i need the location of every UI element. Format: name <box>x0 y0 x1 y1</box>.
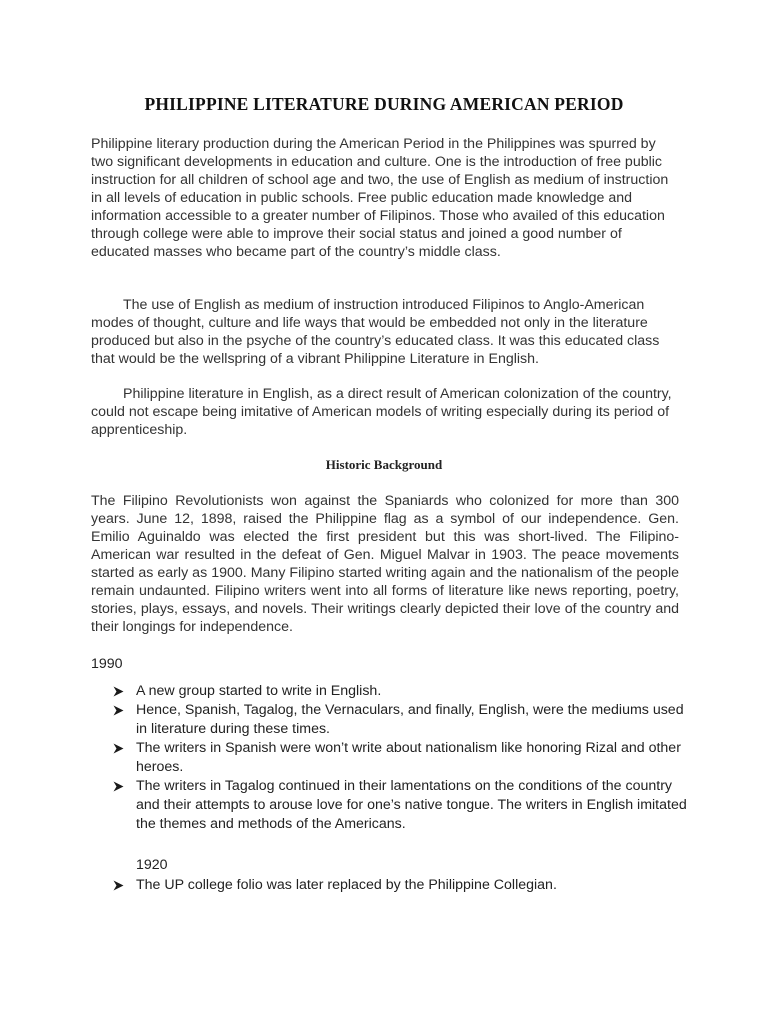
arrowhead-bullet-icon <box>113 880 124 891</box>
imitative-paragraph: Philippine literature in English, as a direct result of American colonization of the country, could not escape being imitative of American models of writing especially during its period of apprenticeship. <box>91 386 672 438</box>
section-heading: Historic Background <box>325 457 443 472</box>
list-item-text: A new group started to write in English. <box>136 683 382 699</box>
timeline-year-1920: 1920 <box>136 857 168 873</box>
list-item-text: The writers in Tagalog continued in their lamentations on the conditions of the country and their attempts to arouse love for one’s native tongue. The writers in English imitated the themes and methods of the Americans. <box>136 778 687 832</box>
historic-background-paragraph: The Filipino Revolutionists won against the Spaniards who colonized for more than 300 years. June 12, 1898, raised the Philippine flag as a symbol of our independence. Gen. Emilio Aguinaldo was elected the first president but this was short-lived. The Filipino-American war resulted in the defeat of Gen. Miguel Malvar in 1903. The peace movements started as early as 1900. Many Filipino started writing again and the nationalism of the people remain undaunted. Filipino writers went into all forms of literature like news reporting, poetry, stories, plays, essays, and novels. Their writings clearly depicted their love of the country and their longings for independence. <box>91 493 679 635</box>
list-item <box>113 739 698 777</box>
list-item <box>113 682 698 701</box>
list-item-text: The writers in Spanish were won’t write about nationalism like honoring Rizal and other heroes. <box>136 740 681 775</box>
intro-paragraph: Philippine literary production during the American Period in the Philippines was spurred by two significant developments in education and culture. One is the introduction of free public instruction for all children of school age and two, the use of English as medium of instruction in all levels of education in public schools. Free public education made knowledge and information accessible to a greater number of Filipinos. Those who availed of this education through college were able to improve their social status and joined a good number of educated masses who became part of the country’s middle class. <box>91 136 669 260</box>
list-item <box>113 777 698 834</box>
list-item-text: Hence, Spanish, Tagalog, the Vernaculars, and finally, English, were the mediums used in literature during these times. <box>136 702 684 737</box>
list-item <box>113 701 698 739</box>
document-title: PHILIPPINE LITERATURE DURING AMERICAN PERIOD <box>144 94 624 114</box>
list-item-text: The UP college folio was later replaced by the Philippine Collegian. <box>136 877 557 893</box>
timeline-year-1990: 1990 <box>91 656 123 672</box>
arrowhead-bullet-icon <box>113 686 124 697</box>
english-medium-paragraph: The use of English as medium of instruction introduced Filipinos to Anglo-American modes of thought, culture and life ways that would be embedded not only in the literature produced but also in the psyche of the country’s educated class. It was this educated class that would be the wellspring of a vibrant Philippine Literature in English. <box>91 297 660 367</box>
arrowhead-bullet-icon <box>113 705 124 716</box>
timeline-list-1990 <box>113 682 698 834</box>
arrowhead-bullet-icon <box>113 743 124 754</box>
list-item <box>113 876 698 895</box>
timeline-list-1920 <box>113 876 698 895</box>
arrowhead-bullet-icon <box>113 781 124 792</box>
